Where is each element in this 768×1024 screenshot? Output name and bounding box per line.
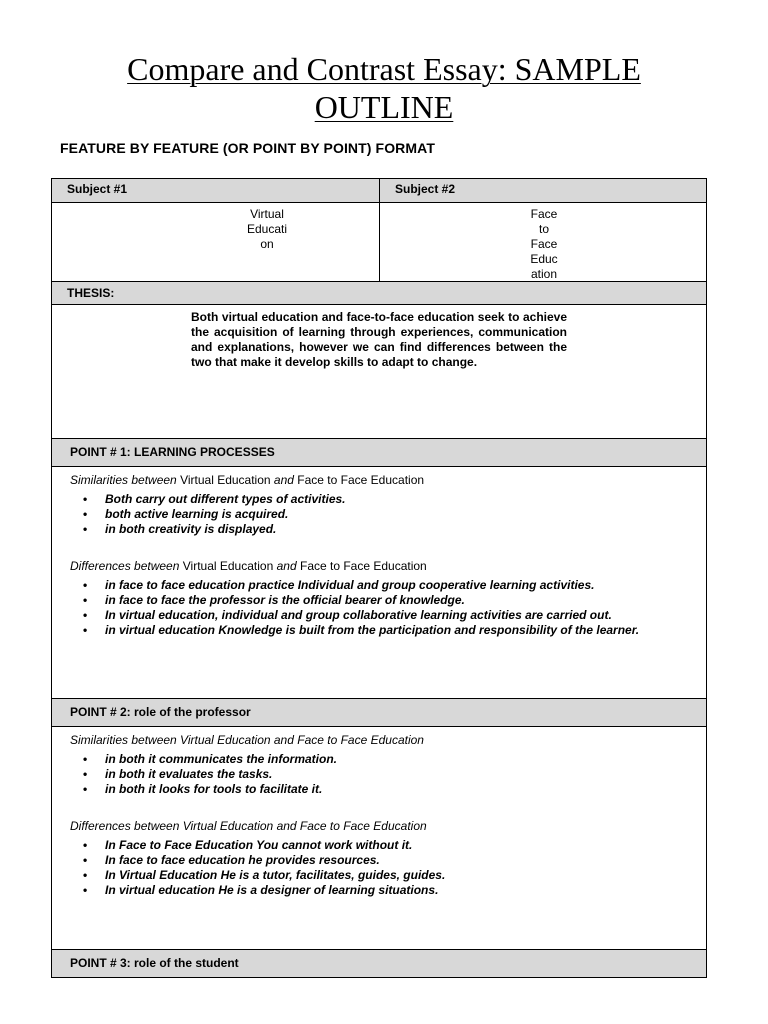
list-item: • In virtual education, individual and group collaborative learning activities are carried out.	[70, 608, 688, 623]
thesis-cell	[52, 304, 706, 438]
subject-names-row	[52, 202, 706, 281]
sim-prefix: Similarities between	[70, 473, 177, 487]
list-item: • in both it communicates the information.	[70, 752, 688, 767]
subject-2-name-line: Face	[530, 207, 558, 221]
list-item: • Both carry out different types of activities.	[70, 492, 688, 507]
point-1-differences-list	[70, 578, 688, 638]
diff-subject-a: Virtual Education	[182, 559, 274, 573]
point-1-differences-heading	[70, 559, 688, 574]
diff-subject-b: Face to Face Education	[299, 559, 427, 573]
sim-subject-b: Face to Face Education	[297, 473, 425, 487]
subject-2-name-line: to	[538, 222, 549, 236]
list-item: • In Face to Face Education You cannot work without it.	[70, 838, 688, 853]
list-item: • in virtual education Knowledge is built from the participation and responsibility of the learner.	[70, 623, 688, 638]
point-2-similarities-list	[70, 752, 688, 797]
format-subtitle: FEATURE BY FEATURE (OR POINT BY POINT) FORMAT	[60, 140, 435, 156]
title-line-2: OUTLINE	[314, 89, 454, 125]
point-2-similarities-heading: Similarities between Virtual Education and Face to Face Education	[70, 733, 424, 747]
subject-header-row	[52, 179, 706, 202]
title-line-1: Compare and Contrast Essay: SAMPLE	[127, 51, 641, 87]
point-2-differences-list	[70, 838, 688, 898]
subject-2-header: Subject #2	[395, 182, 456, 196]
sim-subject-a: Virtual Education	[180, 473, 271, 487]
outline-table	[51, 178, 707, 978]
subject-2-name-line: Educ	[530, 252, 558, 266]
list-item: • In virtual education He is a designer of learning situations.	[70, 883, 688, 898]
subject-1-name-line: Educati	[246, 222, 288, 236]
point-2-section	[52, 726, 706, 949]
subject-1-name-line: on	[260, 237, 274, 251]
sim-and: and	[273, 473, 294, 487]
subject-2-name-line: Face	[530, 237, 558, 251]
subject-1-header: Subject #1	[52, 179, 380, 202]
list-item: • in both creativity is displayed.	[70, 522, 688, 537]
point-1-header: POINT # 1: LEARNING PROCESSES	[52, 438, 706, 466]
point-2-differences-heading: Differences between Virtual Education and Face to Face Education	[70, 819, 427, 833]
thesis-header: THESIS:	[52, 281, 706, 304]
subject-1-cell	[52, 203, 380, 281]
list-item: • both active learning is acquired.	[70, 507, 688, 522]
point-1-similarities-heading	[70, 473, 688, 488]
document-title	[0, 50, 768, 126]
subject-2-cell	[380, 203, 706, 281]
point-2-header: POINT # 2: role of the professor	[52, 698, 706, 726]
point-1-similarities-list	[70, 492, 688, 537]
list-item: • in both it evaluates the tasks.	[70, 767, 688, 782]
diff-prefix: Differences between	[70, 559, 180, 573]
subject-2-name-line: ation	[530, 267, 558, 281]
subject-1-name	[244, 203, 290, 252]
point-1-section	[52, 466, 706, 698]
list-item: • in face to face the professor is the official bearer of knowledge.	[70, 593, 688, 608]
diff-and: and	[276, 559, 297, 573]
subject-1-name-line: Virtual	[250, 207, 284, 221]
subject-2-name	[520, 203, 568, 282]
point-3-header: POINT # 3: role of the student	[52, 949, 706, 977]
list-item: • In Virtual Education He is a tutor, facilitates, guides, guides.	[70, 868, 688, 883]
thesis-text: Both virtual education and face-to-face education seek to achieve the acquisition of learning through experiences, communication and explanations, however we can find differences between the two that make it develop skills to adapt to change.	[191, 310, 567, 369]
list-item: • in both it looks for tools to facilitate it.	[70, 782, 688, 797]
list-item: • in face to face education practice Individual and group cooperative learning activities.	[70, 578, 688, 593]
list-item: • In face to face education he provides resources.	[70, 853, 688, 868]
